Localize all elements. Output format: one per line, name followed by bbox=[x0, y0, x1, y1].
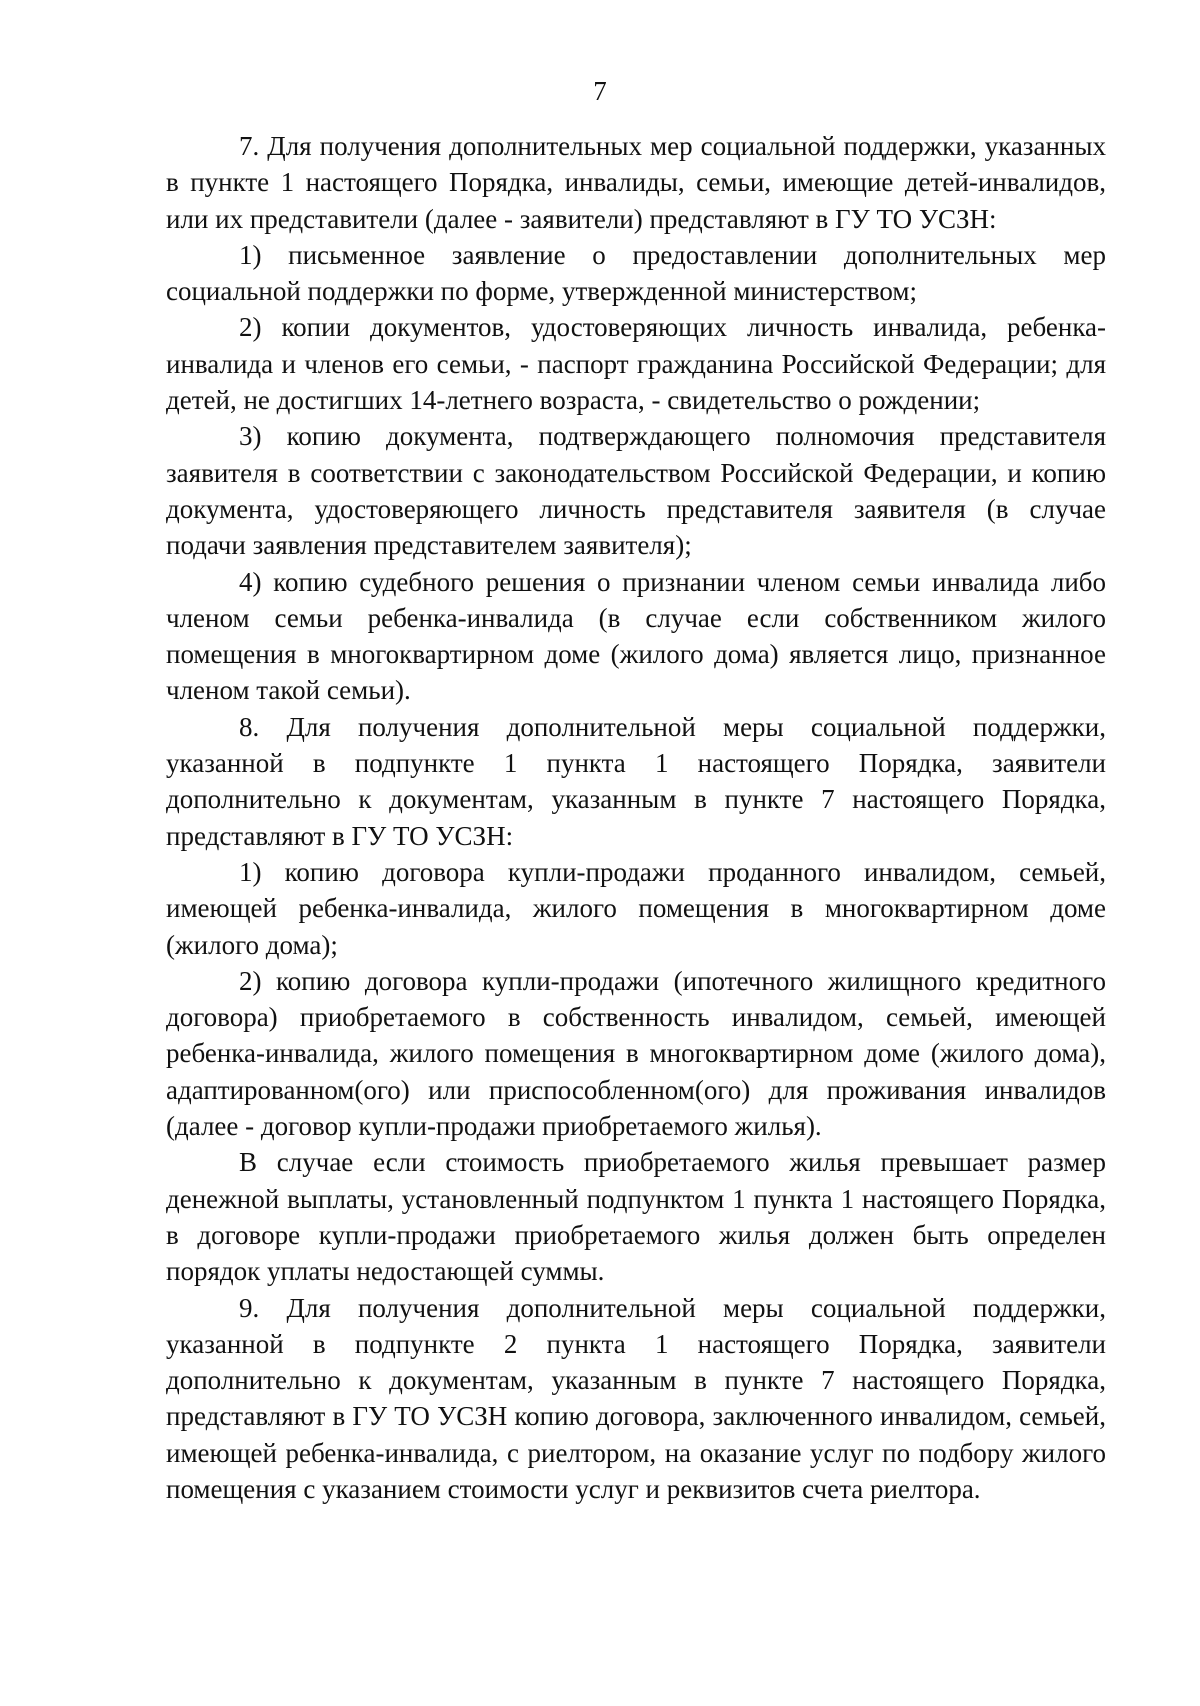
paragraph-8: 8. Для получения дополнительной меры социальной поддержки, указанной в подпункте 1 пункта 1 настоящего Порядка, заявители дополнительно к документам, указанным в пункте 7 настоящего Порядка, представляют в ГУ ТО УСЗН: bbox=[166, 711, 1106, 851]
paragraph-8-item-2: 2) копию договора купли-продажи (ипотечного жилищного кредитного договора) приобретаемого в собственность инвалидом, семьей, имеющей ребенка-инвалида, жилого помещения в многоквартирном доме (жилого дома), адаптированном(ого) или приспособленном(ого) для проживания инвалидов (далее - договор купли-продажи приобретаемого жилья). bbox=[166, 965, 1106, 1142]
page-number: 7 bbox=[593, 76, 607, 106]
document-body bbox=[166, 128, 1106, 1507]
paragraph-7-item-3: 3) копию документа, подтверждающего полномочия представителя заявителя в соответствии с законодательством Российской Федерации, и копию документа, удостоверяющего личность представителя заявителя (в случае подачи заявления представителем заявителя); bbox=[166, 421, 1106, 561]
paragraph-7: 7. Для получения дополнительных мер социальной поддержки, указанных в пункте 1 настоящего Порядка, инвалиды, семьи, имеющие детей-инвалидов, или их представители (далее - заявители) представляют в ГУ ТО УСЗН: bbox=[166, 131, 1106, 234]
paragraph-7-item-2: 2) копии документов, удостоверяющих личность инвалида, ребенка-инвалида и членов его семьи, - паспорт гражданина Российской Федерации; для детей, не достигших 14-летнего возраста, - свидетельство о рождении; bbox=[166, 312, 1106, 416]
paragraph-8-item-1: 1) копию договора купли-продажи проданного инвалидом, семьей, имеющей ребенка-инвалида, жилого помещения в многоквартирном доме (жилого дома); bbox=[166, 856, 1106, 960]
paragraph-8-note: В случае если стоимость приобретаемого жилья превышает размер денежной выплаты, установленный подпунктом 1 пункта 1 настоящего Порядка, в договоре купли-продажи приобретаемого жилья должен быть определен порядок уплаты недостающей суммы. bbox=[166, 1147, 1106, 1287]
paragraph-9: 9. Для получения дополнительной меры социальной поддержки, указанной в подпункте 2 пункта 1 настоящего Порядка, заявители дополнительно к документам, указанным в пункте 7 настоящего Порядка, представляют в ГУ ТО УСЗН копию договора, заключенного инвалидом, семьей, имеющей ребенка-инвалида, с риелтором, на оказание услуг по подбору жилого помещения с указанием стоимости услуг и реквизитов счета риелтора. bbox=[166, 1292, 1106, 1504]
paragraph-7-item-4: 4) копию судебного решения о признании членом семьи инвалида либо членом семьи ребенка-инвалида (в случае если собственником жилого помещения в многоквартирном доме (жилого дома) является лицо, признанное членом такой семьи). bbox=[166, 566, 1106, 706]
paragraph-7-item-1: 1) письменное заявление о предоставлении дополнительных мер социальной поддержки по форме, утвержденной министерством; bbox=[166, 239, 1106, 307]
